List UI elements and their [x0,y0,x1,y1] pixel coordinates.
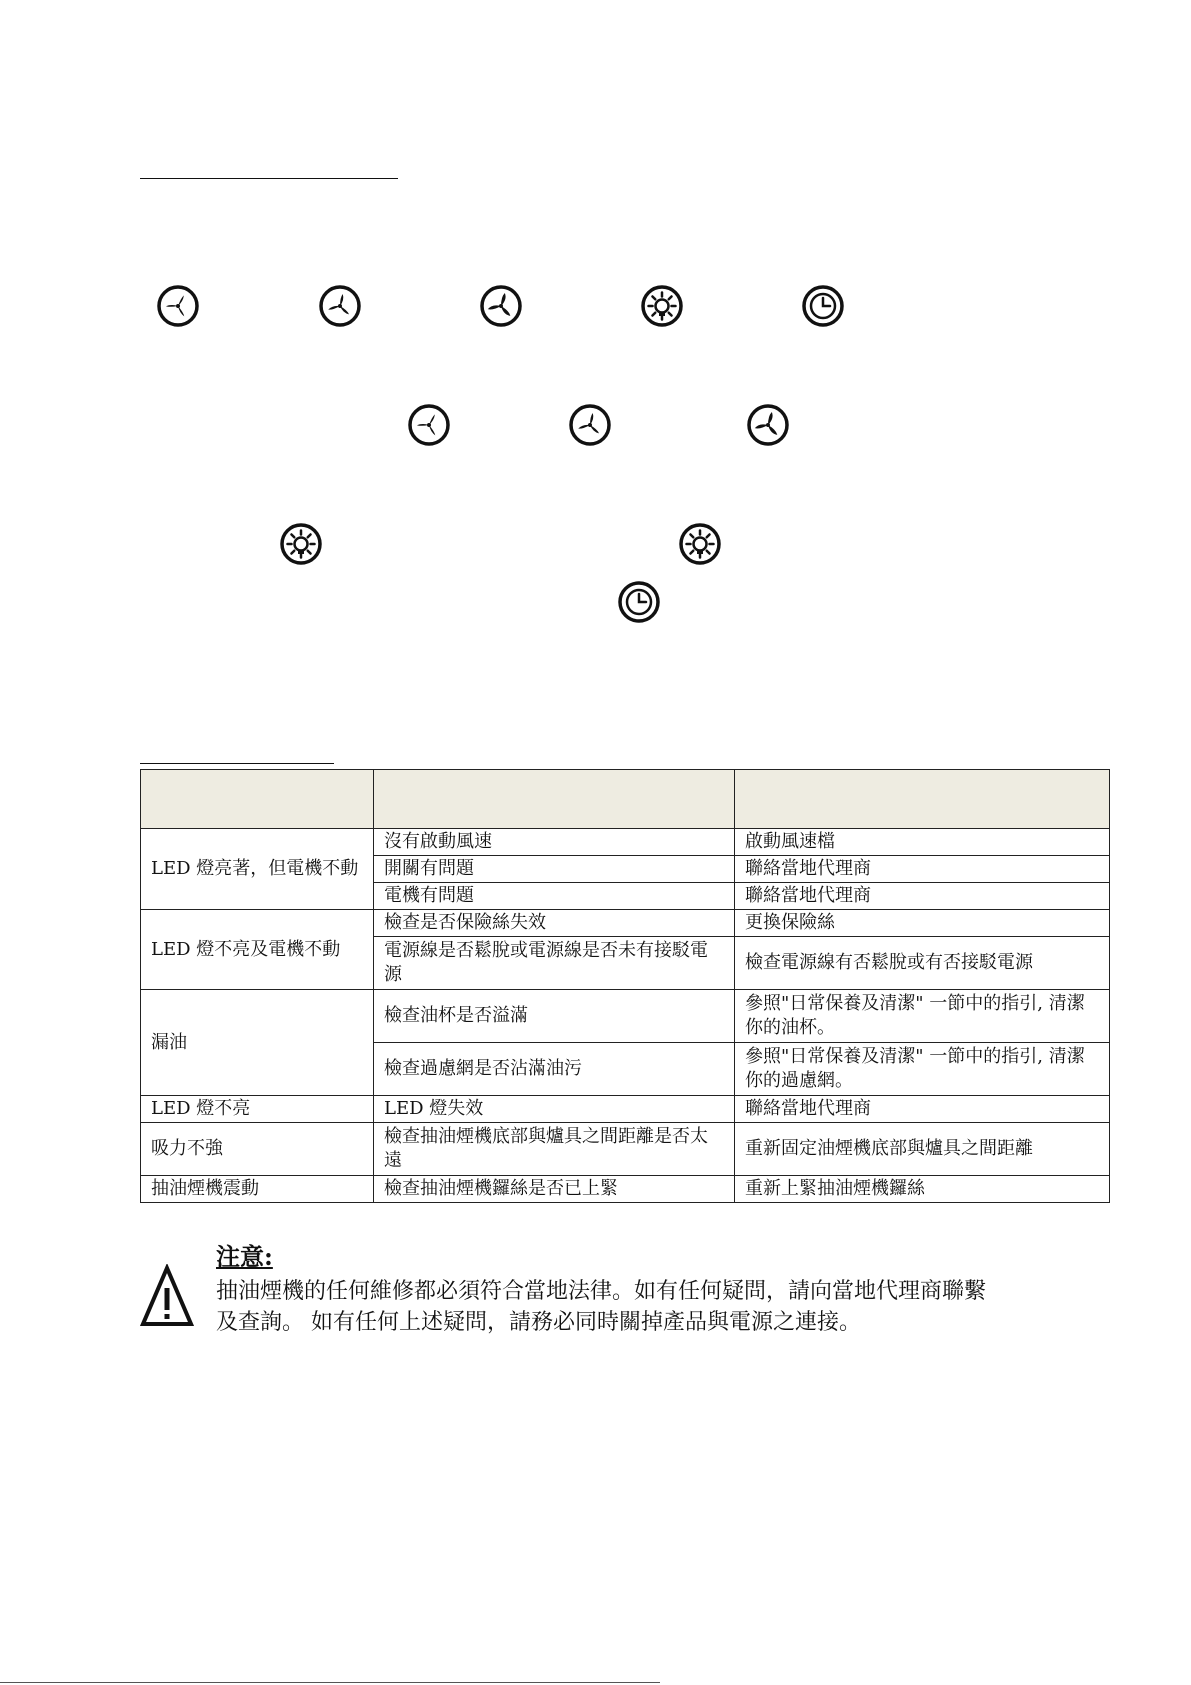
note-line: 及查詢。 如有任何上述疑問，請務必同時關掉產品與電源之連接。 [216,1310,861,1335]
note-title: 注意: [216,1242,273,1271]
solution-cell: 更換保險絲 [735,910,1110,937]
cause-cell: 檢查抽油煙機底部與爐具之間距離是否太遠 [374,1123,735,1176]
cause-cell: 檢查油杯是否溢滿 [374,990,735,1043]
light-icon [678,522,722,566]
header-cell-problem [141,770,374,829]
table-header-row [141,770,1110,829]
table-row [141,1123,1110,1176]
table-row [141,910,1110,937]
section-heading-rule-2 [140,763,334,764]
problem-cell: 漏油 [141,990,374,1096]
fan-high-icon [479,284,523,328]
table-row [141,990,1110,1043]
problem-cell: LED 燈不亮 [141,1096,374,1123]
table-row [141,1176,1110,1203]
fan-medium-icon [568,403,612,447]
solution-cell: 參照"日常保養及清潔" 一節中的指引, 清潔你的過慮網。 [735,1043,1110,1096]
cause-cell: 開關有問題 [374,856,735,883]
problem-cell: 吸力不強 [141,1123,374,1176]
table-row [141,1096,1110,1123]
solution-cell: 聯絡當地代理商 [735,1096,1110,1123]
cause-cell: 檢查過慮網是否沾滿油污 [374,1043,735,1096]
solution-cell: 聯絡當地代理商 [735,883,1110,910]
section-heading-rule-1 [140,178,398,179]
light-icon [279,522,323,566]
solution-cell: 聯絡當地代理商 [735,856,1110,883]
cause-cell: 電源線是否鬆脫或電源線是否未有接駁電源 [374,937,735,990]
fan-high-icon [746,403,790,447]
header-cell-cause [374,770,735,829]
footer-rule [0,1682,660,1683]
solution-cell: 重新固定油煙機底部與爐具之間距離 [735,1123,1110,1176]
troubleshooting-table [140,769,1110,1203]
solution-cell: 檢查電源線有否鬆脫或有否接駁電源 [735,937,1110,990]
cause-cell: 檢查是否保險絲失效 [374,910,735,937]
fan-low-icon [407,403,451,447]
warning-icon [140,1264,194,1328]
light-icon [640,284,684,328]
problem-cell: LED 燈不亮及電機不動 [141,910,374,990]
fan-low-icon [156,284,200,328]
note-line: 抽油煙機的任何維修都必須符合當地法律。如有任何疑問，請向當地代理商聯繫 [216,1279,987,1304]
timer-icon [801,284,845,328]
cause-cell: LED 燈失效 [374,1096,735,1123]
cause-cell: 沒有啟動風速 [374,829,735,856]
fan-medium-icon [318,284,362,328]
header-cell-solution [735,770,1110,829]
problem-cell: LED 燈亮著，但電機不動 [141,829,374,910]
cause-cell: 檢查抽油煙機鑼絲是否已上緊 [374,1176,735,1203]
solution-cell: 參照"日常保養及清潔" 一節中的指引, 清潔你的油杯。 [735,990,1110,1043]
cause-cell: 電機有問題 [374,883,735,910]
timer-icon [617,580,661,624]
problem-cell: 抽油煙機震動 [141,1176,374,1203]
solution-cell: 啟動風速檔 [735,829,1110,856]
table-row [141,829,1110,856]
note-body [216,1276,1096,1338]
solution-cell: 重新上緊抽油煙機鑼絲 [735,1176,1110,1203]
